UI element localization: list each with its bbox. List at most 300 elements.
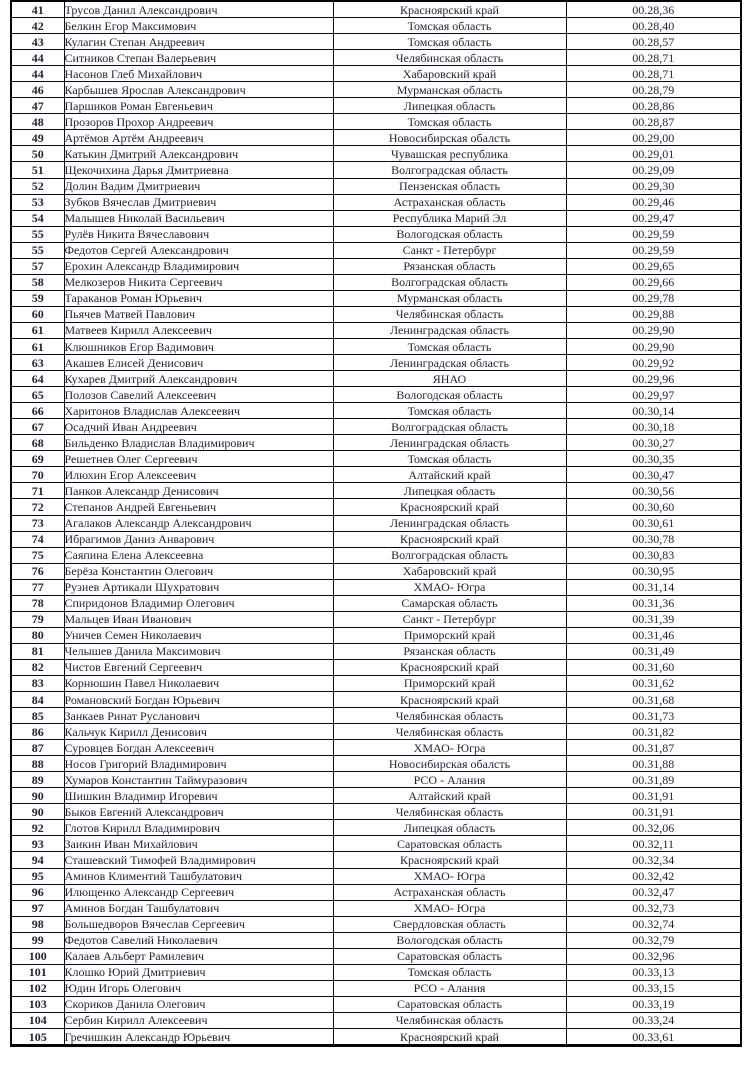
- rank-cell: 79: [11, 611, 64, 627]
- region-cell: Хабаровский край: [333, 66, 566, 82]
- region-cell: Санкт - Петербург: [333, 611, 566, 627]
- table-row: [11, 387, 741, 403]
- rank-cell: 102: [11, 980, 64, 996]
- name-cell: Федотов Савелий Николаевич: [64, 932, 333, 948]
- rank-cell: 94: [11, 852, 64, 868]
- table-row: [11, 756, 741, 772]
- region-cell: Челябинская область: [333, 1012, 566, 1028]
- rank-cell: 101: [11, 964, 64, 980]
- table-row: [11, 611, 741, 627]
- region-cell: Волгоградская область: [333, 547, 566, 563]
- table-row: [11, 980, 741, 996]
- rank-cell: 85: [11, 708, 64, 724]
- name-cell: Пьячев Матвей Павлович: [64, 306, 333, 322]
- time-cell: 00.30,95: [566, 563, 741, 579]
- rank-cell: 68: [11, 435, 64, 451]
- region-cell: Ленинградская область: [333, 355, 566, 371]
- name-cell: Спиридонов Владимир Олегович: [64, 595, 333, 611]
- rank-cell: 86: [11, 724, 64, 740]
- table-row: [11, 18, 741, 34]
- time-cell: 00.33,24: [566, 1012, 741, 1028]
- name-cell: Рулёв Никита Вячеславович: [64, 226, 333, 242]
- time-cell: 00.31,39: [566, 611, 741, 627]
- rank-cell: 55: [11, 226, 64, 242]
- rank-cell: 47: [11, 98, 64, 114]
- time-cell: 00.29,47: [566, 210, 741, 226]
- name-cell: Большедворов Вячеслав Сергеевич: [64, 916, 333, 932]
- name-cell: Сербин Кирилл Алексеевич: [64, 1012, 333, 1028]
- rank-cell: 61: [11, 338, 64, 354]
- table-row: [11, 563, 741, 579]
- region-cell: Приморский край: [333, 675, 566, 691]
- rank-cell: 87: [11, 740, 64, 756]
- time-cell: 00.29,59: [566, 242, 741, 258]
- region-cell: ХМАО- Югра: [333, 740, 566, 756]
- rank-cell: 90: [11, 788, 64, 804]
- rank-cell: 61: [11, 322, 64, 338]
- table-row: [11, 932, 741, 948]
- rank-cell: 75: [11, 547, 64, 563]
- region-cell: Саратовская область: [333, 996, 566, 1012]
- time-cell: 00.30,14: [566, 403, 741, 419]
- rank-cell: 105: [11, 1029, 64, 1046]
- time-cell: 00.29,00: [566, 130, 741, 146]
- rank-cell: 67: [11, 419, 64, 435]
- time-cell: 00.31,88: [566, 756, 741, 772]
- time-cell: 00.32,42: [566, 868, 741, 884]
- rank-cell: 51: [11, 162, 64, 178]
- region-cell: Красноярский край: [333, 531, 566, 547]
- time-cell: 00.30,60: [566, 499, 741, 515]
- name-cell: Насонов Глеб Михайлович: [64, 66, 333, 82]
- name-cell: Романовский Богдан Юрьевич: [64, 692, 333, 708]
- rank-cell: 58: [11, 274, 64, 290]
- rank-cell: 70: [11, 467, 64, 483]
- region-cell: Хабаровский край: [333, 563, 566, 579]
- name-cell: Зубков Вячеслав Дмитриевич: [64, 194, 333, 210]
- time-cell: 00.32,11: [566, 836, 741, 852]
- table-row: [11, 788, 741, 804]
- name-cell: Уничев Семен Николаевич: [64, 627, 333, 643]
- time-cell: 00.30,18: [566, 419, 741, 435]
- name-cell: Шишкин Владимир Игоревич: [64, 788, 333, 804]
- region-cell: Алтайский край: [333, 788, 566, 804]
- table-row: [11, 916, 741, 932]
- table-row: [11, 210, 741, 226]
- time-cell: 00.32,06: [566, 820, 741, 836]
- name-cell: Федотов Сергей Александрович: [64, 242, 333, 258]
- rank-cell: 48: [11, 114, 64, 130]
- time-cell: 00.29,97: [566, 387, 741, 403]
- table-row: [11, 162, 741, 178]
- time-cell: 00.32,79: [566, 932, 741, 948]
- region-cell: Самарская область: [333, 595, 566, 611]
- time-cell: 00.29,90: [566, 322, 741, 338]
- rank-cell: 78: [11, 595, 64, 611]
- table-row: [11, 675, 741, 691]
- table-row: [11, 226, 741, 242]
- table-row: [11, 34, 741, 50]
- rank-cell: 74: [11, 531, 64, 547]
- region-cell: Томская область: [333, 18, 566, 34]
- name-cell: Паршиков Роман Евгеньевич: [64, 98, 333, 114]
- table-row: [11, 355, 741, 371]
- table-row: [11, 146, 741, 162]
- table-row: [11, 435, 741, 451]
- rank-cell: 57: [11, 258, 64, 274]
- region-cell: Томская область: [333, 964, 566, 980]
- region-cell: Томская область: [333, 451, 566, 467]
- rank-cell: 82: [11, 659, 64, 675]
- rank-cell: 52: [11, 178, 64, 194]
- region-cell: ХМАО- Югра: [333, 579, 566, 595]
- rank-cell: 92: [11, 820, 64, 836]
- table-row: [11, 1029, 741, 1046]
- table-row: [11, 114, 741, 130]
- region-cell: Челябинская область: [333, 306, 566, 322]
- time-cell: 00.30,83: [566, 547, 741, 563]
- rank-cell: 73: [11, 515, 64, 531]
- time-cell: 00.31,14: [566, 579, 741, 595]
- table-row: [11, 483, 741, 499]
- table-row: [11, 836, 741, 852]
- name-cell: Тараканов Роман Юрьевич: [64, 290, 333, 306]
- rank-cell: 100: [11, 948, 64, 964]
- region-cell: РСО - Алания: [333, 772, 566, 788]
- name-cell: Кухарев Дмитрий Александрович: [64, 371, 333, 387]
- rank-cell: 43: [11, 34, 64, 50]
- table-row: [11, 403, 741, 419]
- rank-cell: 81: [11, 643, 64, 659]
- table-row: [11, 499, 741, 515]
- table-row: [11, 884, 741, 900]
- table-row: [11, 643, 741, 659]
- time-cell: 00.29,92: [566, 355, 741, 371]
- time-cell: 00.31,46: [566, 627, 741, 643]
- rank-cell: 44: [11, 66, 64, 82]
- time-cell: 00.29,01: [566, 146, 741, 162]
- region-cell: Алтайский край: [333, 467, 566, 483]
- table-row: [11, 900, 741, 916]
- table-row: [11, 82, 741, 98]
- rank-cell: 53: [11, 194, 64, 210]
- table-row: [11, 627, 741, 643]
- region-cell: Вологодская область: [333, 932, 566, 948]
- results-table-body: [11, 1, 741, 1046]
- name-cell: Трусов Данил Александрович: [64, 1, 333, 18]
- region-cell: Томская область: [333, 114, 566, 130]
- time-cell: 00.28,86: [566, 98, 741, 114]
- time-cell: 00.28,87: [566, 114, 741, 130]
- region-cell: Новосибирская обалсть: [333, 130, 566, 146]
- time-cell: 00.31,49: [566, 643, 741, 659]
- region-cell: ЯНАО: [333, 371, 566, 387]
- table-row: [11, 66, 741, 82]
- time-cell: 00.33,19: [566, 996, 741, 1012]
- time-cell: 00.28,40: [566, 18, 741, 34]
- rank-cell: 41: [11, 1, 64, 18]
- name-cell: Бильденко Владислав Владимирович: [64, 435, 333, 451]
- name-cell: Акашев Елисей Денисович: [64, 355, 333, 371]
- region-cell: Санкт - Петербург: [333, 242, 566, 258]
- name-cell: Юдин Игорь Олегович: [64, 980, 333, 996]
- table-row: [11, 1, 741, 18]
- name-cell: Матвеев Кирилл Алексеевич: [64, 322, 333, 338]
- name-cell: Ситников Степан Валерьевич: [64, 50, 333, 66]
- name-cell: Решетнев Олег Сергеевич: [64, 451, 333, 467]
- time-cell: 00.29,30: [566, 178, 741, 194]
- region-cell: Саратовская область: [333, 836, 566, 852]
- rank-cell: 59: [11, 290, 64, 306]
- name-cell: Долин Вадим Дмитриевич: [64, 178, 333, 194]
- name-cell: Челышев Данила Максимович: [64, 643, 333, 659]
- rank-cell: 95: [11, 868, 64, 884]
- name-cell: Саяпина Елена Алексеевна: [64, 547, 333, 563]
- name-cell: Щекочихина Дарья Дмитриевна: [64, 162, 333, 178]
- table-row: [11, 868, 741, 884]
- name-cell: Кальчук Кирилл Денисович: [64, 724, 333, 740]
- rank-cell: 71: [11, 483, 64, 499]
- rank-cell: 44: [11, 50, 64, 66]
- time-cell: 00.31,36: [566, 595, 741, 611]
- name-cell: Быков Евгений Александрович: [64, 804, 333, 820]
- time-cell: 00.29,66: [566, 274, 741, 290]
- table-row: [11, 50, 741, 66]
- name-cell: Калаев Альберт Рамилевич: [64, 948, 333, 964]
- region-cell: Чувашская республика: [333, 146, 566, 162]
- table-row: [11, 547, 741, 563]
- region-cell: Приморский край: [333, 627, 566, 643]
- table-row: [11, 531, 741, 547]
- name-cell: Мелкозеров Никита Сергеевич: [64, 274, 333, 290]
- name-cell: Прозоров Прохор Андреевич: [64, 114, 333, 130]
- table-row: [11, 804, 741, 820]
- region-cell: Мурманская область: [333, 290, 566, 306]
- rank-cell: 98: [11, 916, 64, 932]
- time-cell: 00.29,65: [566, 258, 741, 274]
- table-row: [11, 451, 741, 467]
- table-row: [11, 98, 741, 114]
- name-cell: Аминов Богдан Ташбулатович: [64, 900, 333, 916]
- time-cell: 00.31,62: [566, 675, 741, 691]
- region-cell: Томская область: [333, 403, 566, 419]
- name-cell: Берёза Константин Олегович: [64, 563, 333, 579]
- name-cell: Катькин Дмитрий Александрович: [64, 146, 333, 162]
- time-cell: 00.31,91: [566, 788, 741, 804]
- table-row: [11, 820, 741, 836]
- time-cell: 00.32,74: [566, 916, 741, 932]
- name-cell: Панков Александр Денисович: [64, 483, 333, 499]
- time-cell: 00.29,09: [566, 162, 741, 178]
- rank-cell: 50: [11, 146, 64, 162]
- time-cell: 00.33,61: [566, 1029, 741, 1046]
- table-row: [11, 306, 741, 322]
- rank-cell: 66: [11, 403, 64, 419]
- name-cell: Рузиев Артикали Шухратович: [64, 579, 333, 595]
- region-cell: Красноярский край: [333, 499, 566, 515]
- region-cell: Челябинская область: [333, 708, 566, 724]
- name-cell: Илющенко Александр Сергеевич: [64, 884, 333, 900]
- region-cell: Липецкая область: [333, 483, 566, 499]
- time-cell: 00.28,79: [566, 82, 741, 98]
- table-row: [11, 772, 741, 788]
- time-cell: 00.33,13: [566, 964, 741, 980]
- rank-cell: 89: [11, 772, 64, 788]
- rank-cell: 84: [11, 692, 64, 708]
- rank-cell: 99: [11, 932, 64, 948]
- region-cell: Астраханская область: [333, 194, 566, 210]
- time-cell: 00.29,96: [566, 371, 741, 387]
- name-cell: Клошко Юрий Дмитриевич: [64, 964, 333, 980]
- table-row: [11, 852, 741, 868]
- name-cell: Аминов Климентий Ташбулатович: [64, 868, 333, 884]
- time-cell: 00.32,73: [566, 900, 741, 916]
- name-cell: Агалаков Александр Александрович: [64, 515, 333, 531]
- name-cell: Илюхин Егор Алексеевич: [64, 467, 333, 483]
- table-row: [11, 371, 741, 387]
- rank-cell: 93: [11, 836, 64, 852]
- rank-cell: 49: [11, 130, 64, 146]
- region-cell: Красноярский край: [333, 852, 566, 868]
- rank-cell: 42: [11, 18, 64, 34]
- name-cell: Полозов Савелий Алексеевич: [64, 387, 333, 403]
- name-cell: Гречишкин Александр Юрьевич: [64, 1029, 333, 1046]
- region-cell: Вологодская область: [333, 226, 566, 242]
- region-cell: Красноярский край: [333, 1, 566, 18]
- name-cell: Сташевский Тимофей Владимирович: [64, 852, 333, 868]
- region-cell: Мурманская область: [333, 82, 566, 98]
- region-cell: Ленинградская область: [333, 435, 566, 451]
- region-cell: Астраханская область: [333, 884, 566, 900]
- time-cell: 00.30,47: [566, 467, 741, 483]
- rank-cell: 76: [11, 563, 64, 579]
- time-cell: 00.30,56: [566, 483, 741, 499]
- rank-cell: 63: [11, 355, 64, 371]
- table-row: [11, 964, 741, 980]
- table-row: [11, 338, 741, 354]
- region-cell: ХМАО- Югра: [333, 868, 566, 884]
- time-cell: 00.33,15: [566, 980, 741, 996]
- table-row: [11, 724, 741, 740]
- rank-cell: 64: [11, 371, 64, 387]
- time-cell: 00.30,35: [566, 451, 741, 467]
- region-cell: Свердловская область: [333, 916, 566, 932]
- table-row: [11, 242, 741, 258]
- region-cell: Красноярский край: [333, 1029, 566, 1046]
- time-cell: 00.31,89: [566, 772, 741, 788]
- results-table: [10, 0, 742, 1047]
- region-cell: Челябинская область: [333, 724, 566, 740]
- time-cell: 00.28,71: [566, 50, 741, 66]
- name-cell: Чистов Евгений Сергеевич: [64, 659, 333, 675]
- table-row: [11, 659, 741, 675]
- time-cell: 00.31,68: [566, 692, 741, 708]
- time-cell: 00.31,91: [566, 804, 741, 820]
- region-cell: Томская область: [333, 338, 566, 354]
- table-row: [11, 322, 741, 338]
- time-cell: 00.31,73: [566, 708, 741, 724]
- region-cell: Волгоградская область: [333, 162, 566, 178]
- time-cell: 00.29,88: [566, 306, 741, 322]
- table-row: [11, 467, 741, 483]
- region-cell: Саратовская область: [333, 948, 566, 964]
- name-cell: Заикин Иван Михайлович: [64, 836, 333, 852]
- region-cell: Липецкая область: [333, 98, 566, 114]
- rank-cell: 65: [11, 387, 64, 403]
- rank-cell: 97: [11, 900, 64, 916]
- rank-cell: 60: [11, 306, 64, 322]
- region-cell: Ленинградская область: [333, 515, 566, 531]
- name-cell: Носов Григорий Владимирович: [64, 756, 333, 772]
- name-cell: Кулагин Степан Андреевич: [64, 34, 333, 50]
- table-row: [11, 290, 741, 306]
- table-row: [11, 194, 741, 210]
- rank-cell: 55: [11, 242, 64, 258]
- table-row: [11, 274, 741, 290]
- name-cell: Занкаев Ринат Русланович: [64, 708, 333, 724]
- region-cell: Пензенская область: [333, 178, 566, 194]
- time-cell: 00.29,90: [566, 338, 741, 354]
- rank-cell: 80: [11, 627, 64, 643]
- name-cell: Мальцев Иван Иванович: [64, 611, 333, 627]
- time-cell: 00.28,36: [566, 1, 741, 18]
- name-cell: Артёмов Артём Андреевич: [64, 130, 333, 146]
- table-row: [11, 419, 741, 435]
- table-row: [11, 579, 741, 595]
- time-cell: 00.28,57: [566, 34, 741, 50]
- rank-cell: 54: [11, 210, 64, 226]
- table-row: [11, 130, 741, 146]
- rank-cell: 103: [11, 996, 64, 1012]
- table-row: [11, 1012, 741, 1028]
- rank-cell: 69: [11, 451, 64, 467]
- table-row: [11, 948, 741, 964]
- region-cell: Волгоградская область: [333, 419, 566, 435]
- name-cell: Осадчий Иван Андреевич: [64, 419, 333, 435]
- region-cell: ХМАО- Югра: [333, 900, 566, 916]
- table-row: [11, 258, 741, 274]
- time-cell: 00.30,27: [566, 435, 741, 451]
- rank-cell: 46: [11, 82, 64, 98]
- table-row: [11, 740, 741, 756]
- region-cell: Томская область: [333, 34, 566, 50]
- time-cell: 00.31,87: [566, 740, 741, 756]
- table-row: [11, 996, 741, 1012]
- region-cell: Красноярский край: [333, 659, 566, 675]
- region-cell: Челябинская область: [333, 50, 566, 66]
- name-cell: Корнюшин Павел Николаевич: [64, 675, 333, 691]
- time-cell: 00.29,59: [566, 226, 741, 242]
- rank-cell: 96: [11, 884, 64, 900]
- table-row: [11, 692, 741, 708]
- time-cell: 00.28,71: [566, 66, 741, 82]
- region-cell: Волгоградская область: [333, 274, 566, 290]
- region-cell: Республика Марий Эл: [333, 210, 566, 226]
- region-cell: Ленинградская область: [333, 322, 566, 338]
- time-cell: 00.29,46: [566, 194, 741, 210]
- name-cell: Ибрагимов Даниз Анварович: [64, 531, 333, 547]
- region-cell: Рязанская область: [333, 258, 566, 274]
- name-cell: Харитонов Владислав Алексеевич: [64, 403, 333, 419]
- name-cell: Клюшников Егор Вадимович: [64, 338, 333, 354]
- name-cell: Степанов Андрей Евгеньевич: [64, 499, 333, 515]
- name-cell: Ерохин Александр Владимирович: [64, 258, 333, 274]
- time-cell: 00.32,47: [566, 884, 741, 900]
- rank-cell: 83: [11, 675, 64, 691]
- rank-cell: 72: [11, 499, 64, 515]
- time-cell: 00.29,78: [566, 290, 741, 306]
- time-cell: 00.31,82: [566, 724, 741, 740]
